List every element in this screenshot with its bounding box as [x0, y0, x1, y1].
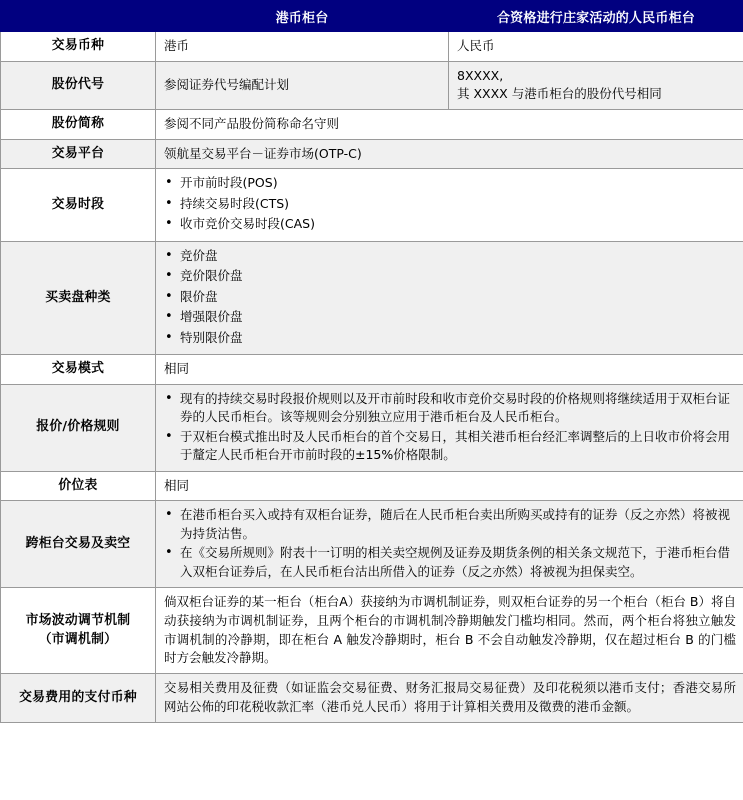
cell-hkd-trading-currency: 港币 — [156, 32, 449, 62]
cell-span-spread-table: 相同 — [156, 471, 743, 501]
row-label-order-types: 买卖盘种类 — [1, 241, 156, 355]
fee-currency-paragraph: 交易相关费用及征费（如证监会交易征费、财务汇报局交易征费）及印花税须以港币支付；香港交易所网站公佈的印花税收款汇率（港币兑人民币）将用于计算相关费用及徵费的港币金额。 — [164, 680, 736, 714]
list-item: • 竞价限价盘 — [164, 267, 736, 286]
table-row — [1, 61, 743, 110]
header-label-blank — [1, 1, 156, 32]
cell-cny-stock-code — [449, 61, 743, 110]
cell-span-quotation-price-rules — [156, 384, 743, 471]
table-row — [1, 241, 743, 355]
vcm-label-line2: （市调机制） — [38, 631, 118, 647]
row-label-fee-currency: 交易费用的支付币种 — [1, 674, 156, 723]
cell-span-stock-short-name: 参阅不同产品股份简称命名守则 — [156, 110, 743, 140]
list-item: • 现有的持续交易时段报价规则以及开市前时段和收市竞价交易时段的价格规则将继续适用于双柜台证券的人民币柜台。该等规则会分别独立应用于港币柜台及人民币柜台。 — [164, 390, 736, 427]
table-row — [1, 588, 743, 674]
table-row — [1, 471, 743, 501]
row-label-stock-short-name: 股份简称 — [1, 110, 156, 140]
row-label-cross-counter-trading: 跨柜台交易及卖空 — [1, 501, 156, 588]
order-types-list — [164, 247, 736, 348]
table-row — [1, 501, 743, 588]
list-item: • 特别限价盘 — [164, 329, 736, 348]
cell-hkd-stock-code: 参阅证券代号编配计划 — [156, 61, 449, 110]
list-item: • 在港币柜台买入或持有双柜台证券，随后在人民币柜台卖出所购买或持有的证券（反之亦然）将被视为持货沽售。 — [164, 506, 736, 543]
row-label-trading-platform: 交易平台 — [1, 139, 156, 169]
cell-span-fee-currency — [156, 674, 743, 723]
table-header — [1, 1, 743, 32]
table-row — [1, 110, 743, 140]
list-item: • 于双柜台模式推出时及人民币柜台的首个交易日，其相关港币柜台经汇率调整后的上日收市价将会用于釐定人民币柜台开市前时段的±15%价格限制。 — [164, 428, 736, 465]
cross-counter-trading-list — [164, 506, 736, 581]
row-label-trading-sessions: 交易时段 — [1, 169, 156, 242]
header-hkd-counter: 港币柜台 — [156, 1, 449, 32]
row-label-trading-currency: 交易币种 — [1, 32, 156, 62]
quotation-price-rules-list — [164, 390, 736, 465]
table-row — [1, 384, 743, 471]
row-label-spread-table: 价位表 — [1, 471, 156, 501]
cell-span-trading-platform: 领航星交易平台－证券市场(OTP-C) — [156, 139, 743, 169]
cell-cny-trading-currency: 人民币 — [449, 32, 743, 62]
list-item: • 增强限价盘 — [164, 308, 736, 327]
header-rmb-counter: 合资格进行庄家活动的人民币柜台 — [449, 1, 743, 32]
table-row — [1, 139, 743, 169]
table-body — [1, 32, 743, 723]
list-item: • 收市竞价交易时段(CAS) — [164, 215, 736, 234]
list-item: • 开市前时段(POS) — [164, 174, 736, 193]
table-row — [1, 32, 743, 62]
header-row — [1, 1, 743, 32]
list-item: • 限价盘 — [164, 288, 736, 307]
trading-sessions-list — [164, 174, 736, 234]
list-item: • 竞价盘 — [164, 247, 736, 266]
cell-span-order-types — [156, 241, 743, 355]
list-item: • 在《交易所规则》附表十一订明的相关卖空规例及证券及期货条例的相关条文规范下，于港币柜台借入双柜台证券后，在人民币柜台沽出所借入的证券（反之亦然）将被视为担保卖空。 — [164, 544, 736, 581]
row-label-quotation-price-rules: 报价/价格规则 — [1, 384, 156, 471]
cny-stock-code-line2: 其 XXXX 与港币柜台的股份代号相同 — [457, 86, 662, 102]
table-row — [1, 674, 743, 723]
vcm-label-line1: 市场波动调节机制 — [25, 613, 131, 629]
list-item: • 持续交易时段(CTS) — [164, 195, 736, 214]
cell-span-trading-mechanism: 相同 — [156, 355, 743, 385]
cell-span-vcm — [156, 588, 743, 674]
cell-span-cross-counter-trading — [156, 501, 743, 588]
table-row — [1, 169, 743, 242]
cell-span-trading-sessions — [156, 169, 743, 242]
row-label-vcm — [1, 588, 156, 674]
row-label-stock-code: 股份代号 — [1, 61, 156, 110]
cny-stock-code-line1: 8XXXX, — [457, 67, 504, 83]
table-row — [1, 355, 743, 385]
vcm-paragraph: 倘双柜台证券的某一柜台（柜台A）获接纳为市调机制证券，则双柜台证券的另一个柜台（柜台 B）将自动获接纳为市调机制证券，且两个柜台的市调机制冷静期触发门槛均相同。然而，两个柜台将独立触发市调机制的冷静期，即在柜台 A 触发冷静期时，柜台 B 不会自动触发冷静期，仅在超过柜台 B 的门槛时方会触发冷静期。 — [164, 594, 736, 666]
row-label-trading-mechanism: 交易模式 — [1, 355, 156, 385]
